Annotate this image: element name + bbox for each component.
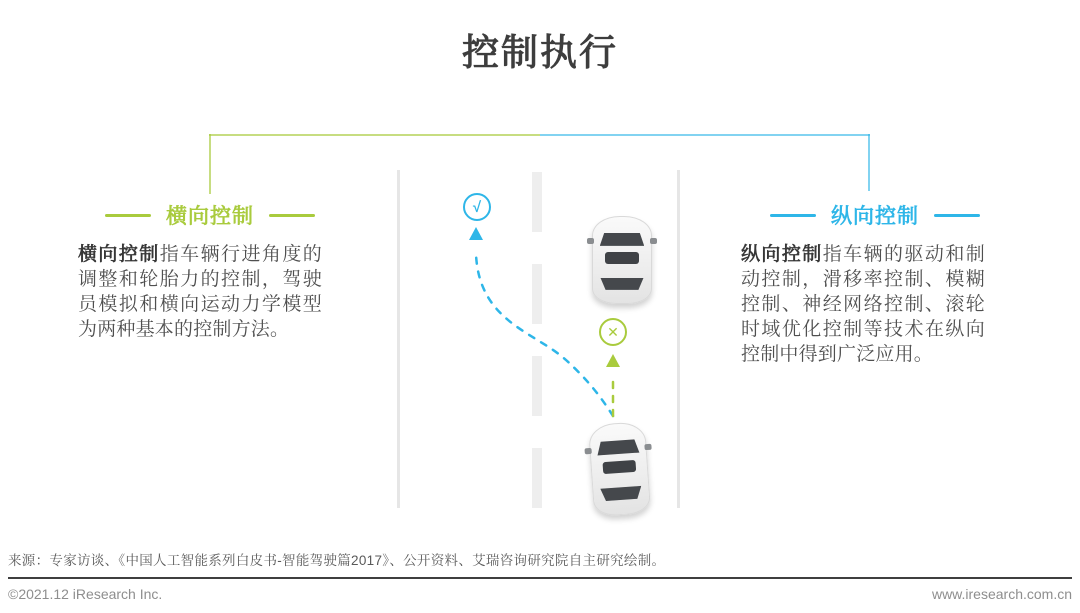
lateral-control-description (78, 242, 322, 342)
straight-arrow-icon (606, 354, 620, 367)
longitudinal-control-label: 纵向控制 (831, 205, 919, 228)
car-windshield (600, 233, 644, 246)
car-sunroof (605, 252, 640, 263)
car-sunroof (602, 460, 636, 474)
bracket-line-horizontal-green (209, 134, 540, 136)
label-dash-icon (269, 214, 315, 217)
cross-icon: ✕ (599, 318, 627, 346)
source-note: 来源：专家访谈、《中国人工智能系列白皮书-智能驾驶篇2017》、公开资料、艾瑞咨询研究院自主研究绘制。 (8, 553, 666, 568)
car-mirror-icon (587, 238, 594, 244)
label-dash-icon (770, 214, 816, 217)
lane-change-arrow-icon (469, 227, 483, 240)
longitudinal-control-description (741, 242, 985, 367)
check-icon: √ (463, 193, 491, 221)
car-windshield (596, 439, 639, 456)
car-mirror-icon (644, 444, 651, 450)
longitudinal-control-label-row (770, 200, 980, 230)
lateral-control-label: 横向控制 (166, 205, 254, 228)
car-mirror-icon (584, 448, 591, 454)
label-dash-icon (934, 214, 980, 217)
website-url: www.iresearch.com.cn (931, 586, 1072, 602)
car-mirror-icon (650, 238, 657, 244)
lateral-lead-text: 横向控制 (78, 244, 160, 265)
lateral-body-text: 指车辆行进角度的调整和轮胎力的控制，驾驶员模拟和横向运动力学模型为两种基本的控制方法。 (78, 244, 322, 340)
page-title: 控制执行 (462, 32, 618, 73)
lead-car (592, 216, 652, 304)
label-dash-icon (105, 214, 151, 217)
footer-divider (8, 577, 1072, 579)
copyright-text: ©2021.12 iResearch Inc. (8, 586, 163, 602)
longitudinal-lead-text: 纵向控制 (741, 244, 823, 265)
road-right-edge (677, 170, 680, 508)
road-left-edge (397, 170, 400, 508)
car-rear-window (600, 278, 643, 290)
ego-car (588, 421, 651, 517)
lane-divider-dashes (532, 172, 542, 508)
bracket-line-horizontal-blue (540, 134, 870, 136)
lateral-control-label-row (105, 200, 315, 230)
bracket-line-vertical-green (209, 134, 211, 194)
bracket-line-vertical-blue (868, 134, 870, 191)
longitudinal-body-text: 指车辆的驱动和制动控制，滑移率控制、模糊控制、神经网络控制、滚轮时域优化控制等技术在纵向控制中得到广泛应用。 (741, 244, 985, 365)
